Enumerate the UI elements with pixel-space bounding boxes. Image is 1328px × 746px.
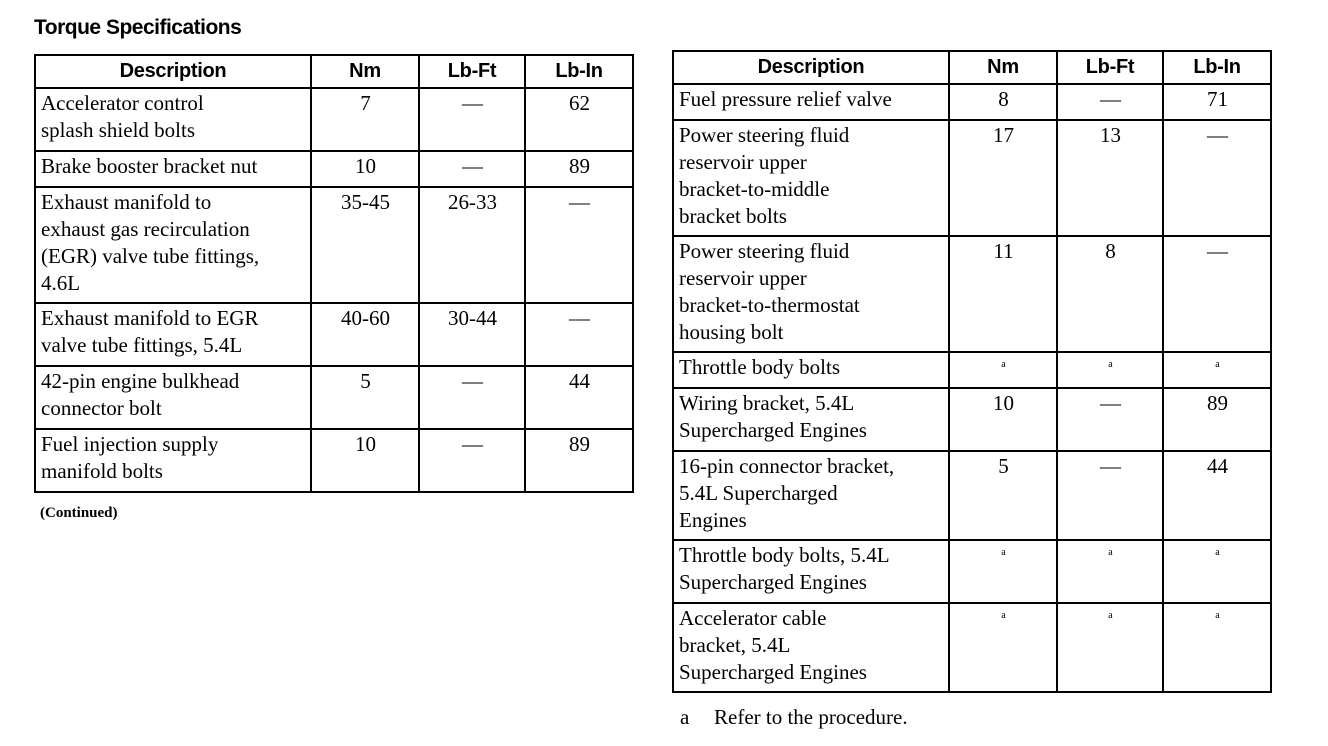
cell-lbft-value: —	[1100, 454, 1121, 478]
table-row	[673, 540, 1271, 603]
cell-lbin-value: —	[569, 190, 590, 214]
cell-description	[673, 352, 949, 388]
cell-lbin-value: 44	[1207, 454, 1228, 478]
cell-lbft	[1057, 451, 1163, 540]
table-row	[35, 151, 633, 187]
description-line: splash shield bolts	[41, 118, 196, 142]
description-line: Brake booster bracket nut	[41, 154, 258, 178]
cell-nm-value: 40-60	[341, 306, 390, 330]
table-row	[35, 88, 633, 151]
description-line: 5.4L Supercharged	[679, 481, 838, 505]
cell-lbft-value: 26-33	[448, 190, 497, 214]
description-line: bracket bolts	[679, 204, 787, 228]
cell-lbft-value: —	[462, 154, 483, 178]
cell-lbin	[1163, 120, 1271, 236]
cell-lbin	[1163, 603, 1271, 692]
description-line: manifold bolts	[41, 459, 163, 483]
description-line: Power steering fluid	[679, 239, 850, 263]
cell-nm	[949, 352, 1057, 388]
description-line: connector bolt	[41, 396, 162, 420]
table-row	[673, 388, 1271, 451]
table-row	[35, 303, 633, 366]
table-row	[35, 429, 633, 492]
cell-lbin-value: —	[1207, 239, 1228, 263]
cell-lbin-value: 89	[569, 432, 590, 456]
cell-lbin-value: 62	[569, 91, 590, 115]
cell-lbft-value: —	[1100, 87, 1121, 111]
description-line: bracket, 5.4L	[679, 633, 791, 657]
cell-lbft-value: —	[462, 432, 483, 456]
table-header-row	[35, 55, 633, 88]
description-line: Fuel injection supply	[41, 432, 219, 456]
cell-lbft-value: 30-44	[448, 306, 497, 330]
cell-nm-value: 11	[993, 239, 1014, 263]
description-line: Fuel pressure relief valve	[679, 87, 892, 111]
table-row	[673, 84, 1271, 120]
description-line: Power steering fluid	[679, 123, 850, 147]
cell-lbin	[525, 429, 633, 492]
cell-nm	[949, 120, 1057, 236]
cell-lbft	[419, 429, 525, 492]
cell-nm-value: 35-45	[341, 190, 390, 214]
description-line: 42-pin engine bulkhead	[41, 369, 240, 393]
footnote	[680, 705, 908, 730]
cell-description	[673, 451, 949, 540]
cell-lbin-value: —	[569, 306, 590, 330]
header-description: Description	[35, 55, 311, 88]
cell-lbft	[1057, 540, 1163, 603]
cell-lbft	[419, 187, 525, 303]
cell-description	[35, 187, 311, 303]
cell-lbin	[1163, 236, 1271, 352]
header-description: Description	[673, 51, 949, 84]
cell-nm	[949, 236, 1057, 352]
cell-lbin-value: 44	[569, 369, 590, 393]
description-line: bracket-to-thermostat	[679, 293, 860, 317]
cell-description	[673, 120, 949, 236]
table-body	[673, 84, 1271, 692]
description-line: Throttle body bolts, 5.4L	[679, 543, 890, 567]
description-line: reservoir upper	[679, 150, 807, 174]
cell-nm	[311, 303, 419, 366]
cell-nm	[949, 451, 1057, 540]
table-row	[673, 120, 1271, 236]
description-line: Engines	[679, 508, 747, 532]
cell-lbin	[1163, 451, 1271, 540]
table-header-row	[673, 51, 1271, 84]
cell-lbft	[419, 88, 525, 151]
table-body	[35, 88, 633, 492]
footnote-ref: a	[1215, 610, 1220, 621]
table-row	[673, 603, 1271, 692]
cell-lbin	[525, 303, 633, 366]
cell-lbin-value: 89	[1207, 391, 1228, 415]
cell-lbft	[1057, 120, 1163, 236]
cell-nm	[311, 429, 419, 492]
header-lbft: Lb-Ft	[419, 55, 525, 88]
cell-lbft	[1057, 352, 1163, 388]
description-line: bracket-to-middle	[679, 177, 830, 201]
description-line: Exhaust manifold to EGR	[41, 306, 259, 330]
cell-lbin	[1163, 84, 1271, 120]
cell-lbin-value: 71	[1207, 87, 1228, 111]
table-row	[35, 187, 633, 303]
cell-nm-value: 7	[360, 91, 371, 115]
cell-nm-value: 17	[993, 123, 1014, 147]
cell-nm-value: 10	[355, 154, 376, 178]
cell-lbin-value: —	[1207, 123, 1228, 147]
cell-lbft-value: 8	[1105, 239, 1116, 263]
description-line: (EGR) valve tube fittings,	[41, 244, 260, 268]
cell-description	[673, 84, 949, 120]
cell-nm-value: 8	[998, 87, 1009, 111]
description-line: Exhaust manifold to	[41, 190, 212, 214]
cell-lbft	[419, 151, 525, 187]
cell-lbft-value: —	[462, 91, 483, 115]
cell-nm	[311, 187, 419, 303]
torque-table-right	[672, 50, 1272, 693]
description-line: Throttle body bolts	[679, 355, 840, 379]
cell-description	[673, 236, 949, 352]
cell-nm	[949, 84, 1057, 120]
cell-lbin	[525, 187, 633, 303]
description-line: Supercharged Engines	[679, 570, 867, 594]
footnote-ref: a	[1215, 359, 1220, 370]
cell-lbft	[1057, 84, 1163, 120]
cell-lbft	[1057, 603, 1163, 692]
cell-lbin	[525, 151, 633, 187]
cell-description	[35, 88, 311, 151]
cell-nm	[949, 540, 1057, 603]
cell-lbin	[1163, 540, 1271, 603]
description-line: housing bolt	[679, 320, 784, 344]
footnote-ref: a	[1001, 547, 1006, 558]
cell-lbin	[525, 88, 633, 151]
footnote-ref: a	[1108, 359, 1113, 370]
description-line: valve tube fittings, 5.4L	[41, 333, 243, 357]
cell-nm	[949, 388, 1057, 451]
description-line: Accelerator cable	[679, 606, 827, 630]
continued-note: (Continued)	[40, 505, 118, 521]
header-nm: Nm	[311, 55, 419, 88]
cell-lbft-value: —	[462, 369, 483, 393]
description-line: reservoir upper	[679, 266, 807, 290]
footnote-ref: a	[1108, 547, 1113, 558]
header-lbft: Lb-Ft	[1057, 51, 1163, 84]
cell-lbft	[1057, 236, 1163, 352]
cell-lbft	[419, 303, 525, 366]
cell-lbin	[525, 366, 633, 429]
torque-table-left	[34, 54, 634, 493]
table-row	[673, 352, 1271, 388]
cell-description	[35, 151, 311, 187]
table-row	[673, 236, 1271, 352]
description-line: Supercharged Engines	[679, 418, 867, 442]
description-line: 4.6L	[41, 271, 81, 295]
description-line: exhaust gas recirculation	[41, 217, 250, 241]
footnote-marker: a	[680, 705, 690, 729]
cell-lbft	[1057, 388, 1163, 451]
description-line: Wiring bracket, 5.4L	[679, 391, 855, 415]
page-title: Torque Specifications	[34, 16, 242, 39]
cell-lbft	[419, 366, 525, 429]
cell-lbin	[1163, 352, 1271, 388]
cell-nm	[949, 603, 1057, 692]
header-nm: Nm	[949, 51, 1057, 84]
cell-nm-value: 5	[998, 454, 1009, 478]
cell-description	[673, 540, 949, 603]
cell-lbin-value: 89	[569, 154, 590, 178]
cell-lbft-value: —	[1100, 391, 1121, 415]
cell-description	[673, 603, 949, 692]
cell-lbft-value: 13	[1100, 123, 1121, 147]
description-line: Supercharged Engines	[679, 660, 867, 684]
cell-description	[35, 366, 311, 429]
cell-description	[35, 303, 311, 366]
cell-nm-value: 10	[993, 391, 1014, 415]
cell-lbin	[1163, 388, 1271, 451]
footnote-ref: a	[1215, 547, 1220, 558]
cell-nm	[311, 366, 419, 429]
footnote-ref: a	[1001, 359, 1006, 370]
header-lbin: Lb-In	[1163, 51, 1271, 84]
footnote-text: Refer to the procedure.	[714, 705, 908, 729]
description-line: Accelerator control	[41, 91, 204, 115]
table-row	[35, 366, 633, 429]
cell-nm	[311, 151, 419, 187]
header-lbin: Lb-In	[525, 55, 633, 88]
cell-nm	[311, 88, 419, 151]
cell-nm-value: 10	[355, 432, 376, 456]
description-line: 16-pin connector bracket,	[679, 454, 895, 478]
table-row	[673, 451, 1271, 540]
cell-description	[673, 388, 949, 451]
footnote-ref: a	[1108, 610, 1113, 621]
footnote-ref: a	[1001, 610, 1006, 621]
cell-nm-value: 5	[360, 369, 371, 393]
cell-description	[35, 429, 311, 492]
